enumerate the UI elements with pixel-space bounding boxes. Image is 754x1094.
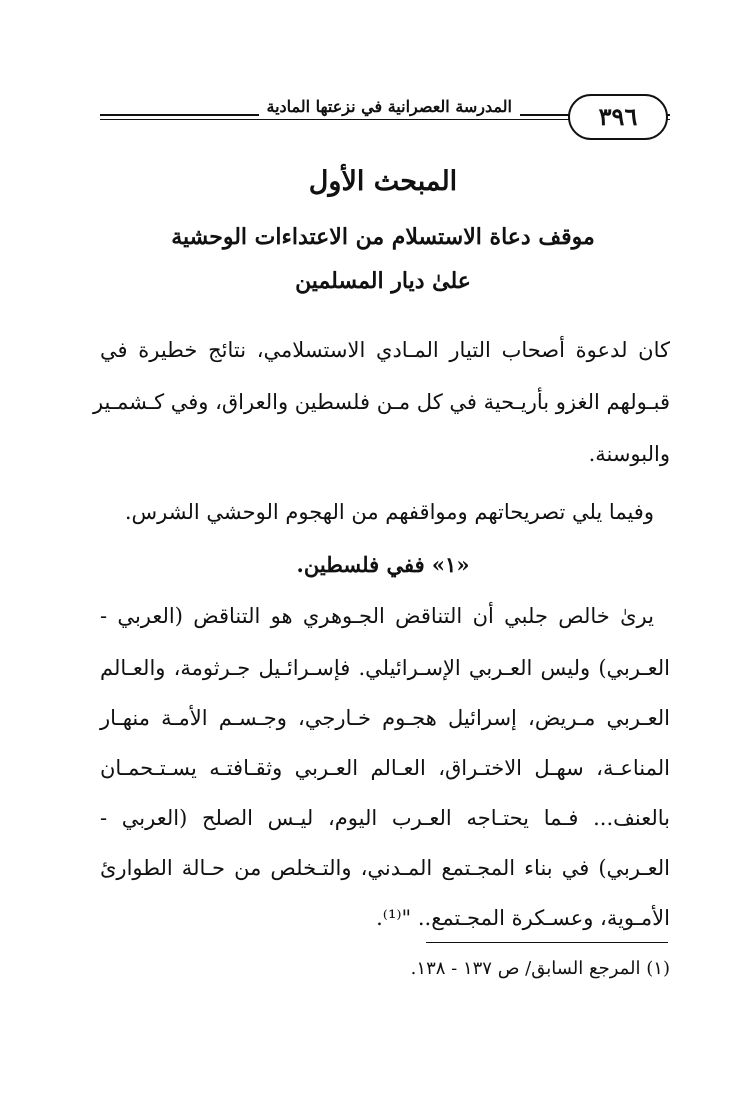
paragraph-2: وفيما يلي تصريحاتهم ومواقفهم من الهجوم الوحشي الشرس. [124, 500, 654, 524]
page-number: ٣٩٦ [568, 94, 668, 140]
paragraph-3-line-2: العـربي) وليس العـربي الإسـرائيلي. فإسـرائـيل جـرثومة، والعـالم [100, 656, 670, 680]
footnote-divider [426, 942, 668, 943]
paragraph-3-line-5: بالعنف... فـما يحتـاجه العـرب اليوم، ليـس الصلح (العربي - [100, 806, 670, 830]
subheading-palestine: «١» ففي فلسطين. [296, 552, 470, 577]
subtitle-line-1: موقف دعاة الاستسلام من الاعتداءات الوحشية [171, 224, 595, 250]
paragraph-3-line-1: يرىٰ خالص جلبي أن التناقض الجـوهري هو التناقض (العربي - [100, 604, 654, 628]
paragraph-1-line-3: والبوسنة. [588, 442, 670, 466]
running-title: المدرسة العصرانية في نزعتها المادية [259, 97, 521, 116]
section-title: المبحث الأول [308, 166, 458, 197]
footnote: (١) المرجع السابق/ ص ١٣٧ - ١٣٨. [410, 958, 670, 979]
paragraph-1-line-2: قبـولهم الغزو بأريـحية في كل مـن فلسطين والعراق، وفي كـشمـير [92, 390, 670, 414]
paragraph-3-line-3: العـربي مـريض، إسرائيل هجـوم خـارجي، وجـسـم الأمـة منهـار [100, 706, 670, 730]
paragraph-3-line-4: المناعـة، سهـل الاختـراق، العـالم العـربي وثقـافتـه يسـتـحمـان [100, 756, 670, 780]
paragraph-3-line-6: العـربي) في بناء المجـتمع المـدني، والتـخلص من حـالة الطوارئ [100, 856, 670, 880]
paragraph-1-line-1: كان لدعوة أصحاب التيار المـادي الاستسلامي، نتائج خطيرة في [100, 338, 670, 362]
page-header [100, 92, 670, 142]
paragraph-3-line-7: الأمـوية، وعسـكرة المجـتمع.. "⁽¹⁾. [376, 906, 670, 930]
subtitle-line-2: علىٰ ديار المسلمين [295, 268, 471, 294]
